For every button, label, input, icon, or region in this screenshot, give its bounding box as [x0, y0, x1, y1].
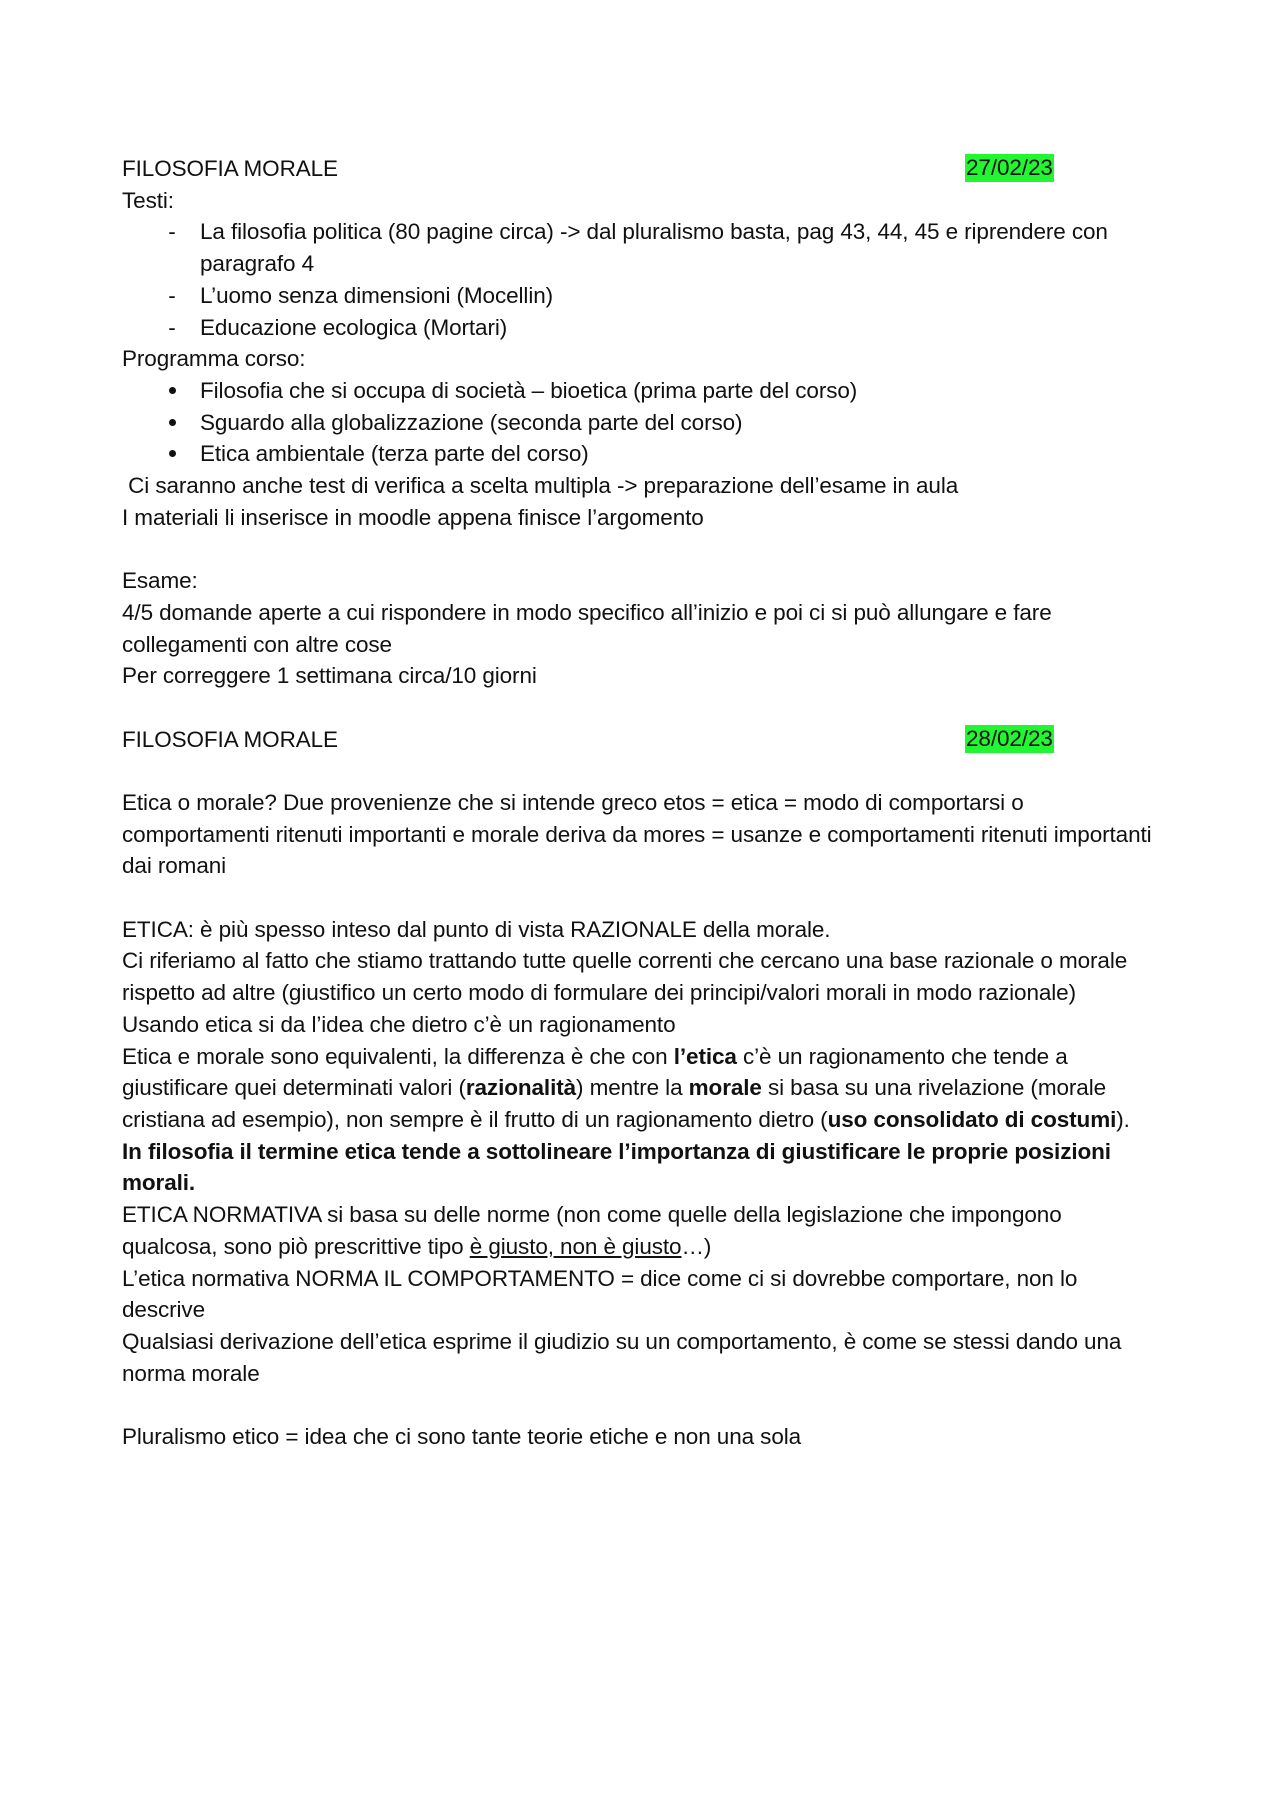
section1-header	[122, 153, 1162, 185]
paragraph-etica-morale: Etica o morale? Due provenienze che si intende greco etos = etica = modo di comportarsi o comportamenti ritenuti importanti e morale deriva da mores = usanze e comportamenti ritenuti importanti dai romani	[122, 789, 1152, 879]
list-item: - La filosofia politica (80 pagine circa) -> dal pluralismo basta, pag 43, 44, 45 e riprendere con paragrafo 4	[122, 216, 1162, 279]
section1-title: FILOSOFIA MORALE	[122, 156, 338, 181]
document-page	[122, 153, 1162, 1453]
section1-date: 27/02/23	[966, 155, 1053, 180]
spacer	[122, 755, 1162, 787]
bullet-icon	[162, 438, 182, 470]
section2-date: 28/02/23	[966, 725, 1053, 751]
dash-icon: -	[168, 219, 176, 245]
paragraph-normativa: ETICA NORMATIVA si basa su delle norme (non come quelle della legislazione che impongono qualcosa, sono piò prescrittive tipo è giusto, non è giusto…)	[122, 1202, 1062, 1259]
materials-note: I materiali li inserisce in moodle appena finisce l’argomento	[122, 504, 704, 530]
paragraph-filosofia-bold: In filosofia il termine etica tende a sottolineare l’importanza di giustificare le proprie posizioni morali.	[122, 1138, 1111, 1196]
programma-label: Programma corso:	[122, 346, 306, 372]
section2-title: FILOSOFIA MORALE	[122, 726, 338, 752]
testi-list	[122, 216, 1162, 343]
test-note: Ci saranno anche test di verifica a scelta multipla -> preparazione dell’esame in aula	[122, 473, 959, 499]
list-item: Filosofia che si occupa di società – bioetica (prima parte del corso)	[122, 375, 1162, 407]
dash-icon: -	[168, 314, 176, 340]
esame-text: 4/5 domande aperte a cui rispondere in modo specifico all’inizio e poi ci si può allungare e fare collegamenti con altre cose	[122, 599, 1052, 657]
paragraph-etica-def: ETICA: è più spesso inteso dal punto di vista RAZIONALE della morale.	[122, 916, 831, 942]
spacer	[122, 1389, 1162, 1421]
paragraph-qualsiasi: Qualsiasi derivazione dell’etica esprime il giudizio su un comportamento, è come se stessi dando una norma morale	[122, 1328, 1122, 1386]
testi-label: Testi:	[122, 187, 174, 213]
list-item: - Educazione ecologica (Mortari)	[122, 312, 1162, 344]
list-item: Sguardo alla globalizzazione (seconda parte del corso)	[122, 407, 1162, 439]
dash-icon: -	[168, 282, 176, 308]
paragraph-pluralismo: Pluralismo etico = idea che ci sono tante teorie etiche e non una sola	[122, 1424, 802, 1450]
paragraph-riferiamo: Ci riferiamo al fatto che stiamo trattando tutte quelle correnti che cercano una base razionale o morale rispetto ad altre (giustifico un certo modo di formulare dei principi/valori morali in modo razionale)	[122, 948, 1128, 1006]
paragraph-norma: L’etica normativa NORMA IL COMPORTAMENTO = dice come ci si dovrebbe comportare, non lo descrive	[122, 1265, 1078, 1323]
paragraph-equivalenti: Etica e morale sono equivalenti, la differenza è che con l’etica c’è un ragionamento che tende a giustificare quei determinati valori (razionalità) mentre la morale si basa su una rivelazione (morale cristiana ad esempio), non sempre è il frutto di un ragionamento dietro (uso consolidato di costumi).	[122, 1043, 1130, 1132]
section2-header	[122, 724, 1162, 756]
spacer	[122, 533, 1162, 565]
correggere-note: Per correggere 1 settimana circa/10 giorni	[122, 663, 537, 689]
list-item: - L’uomo senza dimensioni (Mocellin)	[122, 280, 1162, 312]
spacer	[122, 692, 1162, 724]
list-item: Etica ambientale (terza parte del corso)	[122, 438, 1162, 470]
esame-label: Esame:	[122, 568, 198, 594]
bullet-icon	[162, 375, 182, 407]
bullet-icon	[162, 407, 182, 439]
paragraph-usando: Usando etica si da l’idea che dietro c’è un ragionamento	[122, 1011, 676, 1037]
programma-list	[122, 375, 1162, 470]
spacer	[122, 882, 1162, 914]
